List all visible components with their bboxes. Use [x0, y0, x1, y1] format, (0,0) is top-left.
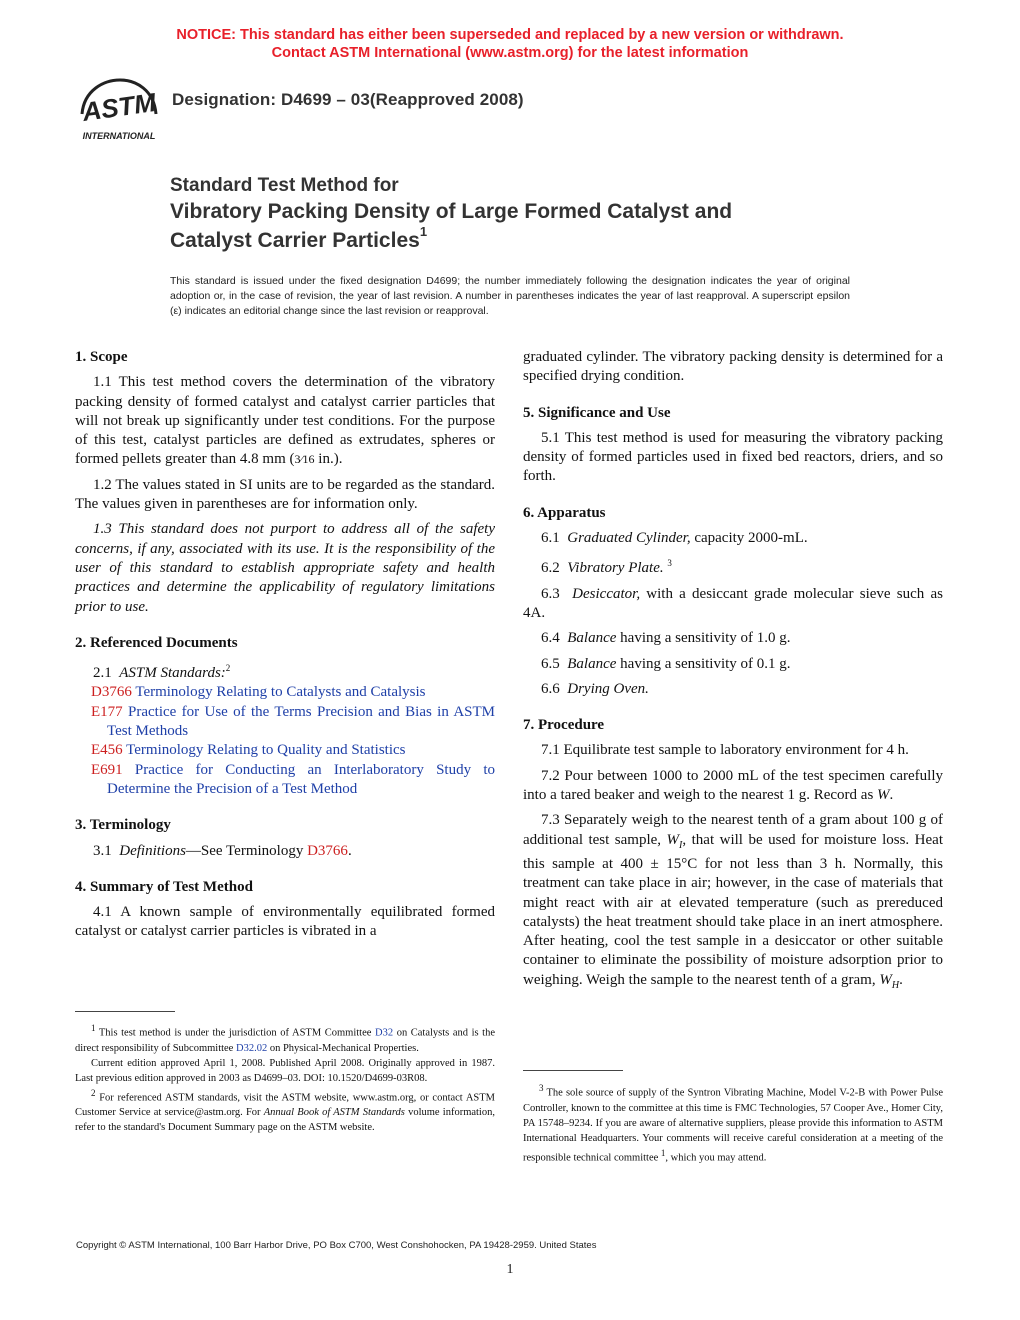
var-w: W — [877, 787, 890, 804]
page-number: 1 — [506, 1262, 514, 1277]
apparatus-item-6-5 — [523, 655, 943, 674]
footnote-1-b: on Catalysts and is the direct responsibility of Subcommittee — [75, 1027, 495, 1054]
item-text: with a desiccant grade molecular sieve such as 4A. — [523, 585, 943, 621]
ref-item-e691[interactable] — [75, 761, 495, 800]
footnote-1-a: This test method is under the jurisdiction of ASTM Committee — [98, 1027, 376, 1039]
title-line-2: Vibratory Packing Density of Large Formed Catalyst and — [170, 200, 733, 223]
para-4-1: 4.1 A known sample of environmentally equilibrated formed catalyst or catalyst carrier particles is vibrated in a — [75, 904, 495, 940]
var-wh-sub: H — [891, 979, 900, 991]
para-7-2-text: 7.2 Pour between 1000 to 2000 mL of the test specimen carefully into a tared beaker and weigh to the nearest 1 g. Record as — [523, 767, 943, 804]
ref-link-d3766[interactable]: D3766 — [307, 842, 348, 859]
issued-note: This standard is issued under the fixed designation D4699; the number immediately following the designation indicates the year of original adoption or, in the case of revision, the year of last revision. A number in parentheses indicates the year of last reapproval. A superscript epsilon (ε) indicates an editorial change since the last revision or reapproval. — [170, 275, 850, 317]
ref-title[interactable]: Practice for Use of the Terms Precision and Bias in ASTM Test Methods — [107, 703, 496, 740]
para-1-3: 1.3 This standard does not purport to address all of the safety concerns, if any, associated with its use. It is the responsibility of the user of this standard to establish appropriate safety and health practices and determine the applicability of regulatory limitations prior to use. — [75, 521, 495, 615]
ref-title[interactable]: Practice for Conducting an Interlaboratory Study to Determine the Precision of a Test Method — [107, 761, 495, 797]
item-name: Desiccator, — [572, 585, 641, 602]
astm-logo — [74, 76, 164, 142]
ref-code[interactable]: E456 — [91, 742, 123, 759]
section-1-heading: 1. Scope — [75, 349, 128, 365]
para-7-3-a: 7.3 Separately weigh to the nearest tenth of a gram about 100 g of additional test sample, — [523, 812, 943, 848]
right-column — [523, 348, 943, 995]
para-4-1-continued: graduated cylinder. The vibratory packing density is determined for a specified drying condition. — [523, 349, 943, 385]
footnote-ref-3: 3 — [667, 558, 672, 569]
para-3-1-end: . — [347, 842, 352, 859]
copyright-line: Copyright © ASTM International, 100 Barr Harbor Drive, PO Box C700, West Conshohocken, PA 19428-2959. United States — [76, 1240, 597, 1251]
item-text: having a sensitivity of 1.0 g. — [616, 630, 791, 647]
title-line-3 — [170, 224, 428, 253]
footnote-3-b: , which you may attend. — [665, 1152, 767, 1163]
para-7-1: 7.1 Equilibrate test sample to laboratory environment for 4 h. — [541, 742, 909, 759]
fraction: 3⁄16 — [294, 452, 315, 467]
footnotes-right — [523, 1081, 943, 1165]
logo-mark: ASTM — [80, 87, 158, 127]
footnote-1-mark: 1 — [91, 1023, 96, 1033]
para-3-1-term: Definitions — [119, 842, 186, 859]
ref-item-e177[interactable] — [75, 703, 495, 742]
footnote-3-ref: 1 — [660, 1147, 666, 1158]
para-1-1 — [75, 373, 495, 469]
item-name: Drying Oven. — [567, 680, 649, 697]
para-7-2-end: . — [889, 787, 894, 804]
ref-link-d32-02[interactable]: D32.02 — [235, 1042, 268, 1054]
footnote-3-a: The sole source of supply of the Syntron Vibrating Machine, Model V-2-B with Power Pulse Controller, known to the committee at this time is FMC Technologies, 57 Cooper Ave., Homer City, PA 15748–9234. If you are aware of alternative suppliers, please provide this information to ASTM International Headquarters. Your comments will receive careful consideration at a meeting of the responsible technical committee — [523, 1087, 943, 1163]
designation: Designation: D4699 – 03(Reapproved 2008) — [172, 90, 524, 109]
para-2-1-text: ASTM Standards: — [119, 665, 226, 682]
section-7-heading: 7. Procedure — [523, 717, 605, 734]
para-1-1-end: in.). — [314, 451, 343, 468]
footnote-1 — [75, 1021, 495, 1056]
para-7-3-b: , that will be used for moisture loss. Heat this sample at 400 ± 15°C for not less than 3 h. Normally, this treatment can take place in air; however, in the case of materials that might react with air at elevated temperature (such as prereduced catalysts) the heat treatment should take place in an inert atmosphere. After heating, cool the test sample in a desiccator or other suitable container to eliminate the possibility of moisture adsorption prior to weighing. Weigh the sample to the nearest tenth of a gram, — [523, 831, 943, 988]
item-name: Graduated Cylinder, — [567, 530, 691, 547]
apparatus-item-6-3 — [523, 585, 943, 624]
section-3-heading: 3. Terminology — [75, 817, 171, 834]
logo-caption: INTERNATIONAL — [82, 131, 156, 141]
notice-line-2: Contact ASTM International (www.astm.org) for the latest information — [271, 45, 749, 61]
left-column — [75, 348, 495, 942]
item-num: 6.1 — [541, 530, 560, 547]
para-1-1-text: 1.1 This test method covers the determination of the vibratory packing density of formed catalyst and catalyst carrier particles that will not break up significantly under test conditions. For the purpose of this test, catalyst particles are defined as extrudates, spheres or formed pellets greater than 4.8 mm ( — [75, 374, 495, 468]
ref-link-d32[interactable]: D32 — [375, 1027, 394, 1039]
footnote-2-mark: 2 — [91, 1087, 96, 1098]
item-num: 6.5 — [541, 655, 560, 672]
para-2-1-num: 2.1 — [93, 665, 112, 682]
section-6-heading: 6. Apparatus — [523, 504, 606, 521]
ref-code[interactable]: D3766 — [91, 684, 132, 701]
withdrawn-notice — [0, 26, 1020, 62]
item-name: Balance — [567, 655, 617, 672]
para-7-2 — [523, 767, 943, 806]
item-name: Balance — [567, 630, 617, 647]
footnote-1-c: on Physical-Mechanical Properties. — [267, 1042, 419, 1054]
footnote-ref-2: 2 — [225, 663, 231, 674]
ref-code[interactable]: E691 — [91, 761, 123, 778]
footnotes-left — [75, 1021, 495, 1135]
para-3-1 — [75, 842, 495, 861]
item-text: having a sensitivity of 0.1 g. — [616, 655, 791, 672]
ref-title[interactable]: Terminology Relating to Quality and Statistics — [126, 742, 406, 759]
item-name: Vibratory Plate. — [567, 560, 664, 577]
para-5-1: 5.1 This test method is used for measuring the vibratory packing density of formed particles used in fixed bed reactors, driers, and so forth. — [523, 429, 943, 485]
ref-item-e456[interactable] — [75, 741, 495, 760]
section-5-heading: 5. Significance and Use — [523, 404, 671, 421]
var-wi: W — [666, 831, 680, 848]
item-num: 6.3 — [541, 585, 560, 602]
ref-code[interactable]: E177 — [91, 703, 123, 720]
footnote-1-edition: Current edition approved April 1, 2008. Published April 2008. Originally approved in 1987. Last previous edition approved in 2003 as D4699–03. DOI: 10.1520/D4699-03R08. — [75, 1057, 495, 1084]
para-2-1 — [75, 659, 495, 683]
footnote-2-a: For referenced ASTM standards, visit the ASTM website, www.astm.org, or contact ASTM Customer Service at service@astm.org. For — [75, 1092, 496, 1118]
apparatus-item-6-4 — [523, 629, 943, 648]
footnote-2-b: volume information, refer to the standard's Document Summary page on the ASTM website. — [75, 1107, 495, 1133]
footnote-rule-right — [523, 1070, 623, 1071]
section-4-heading: 4. Summary of Test Method — [75, 878, 253, 895]
item-num: 6.6 — [541, 680, 560, 697]
para-7-3 — [523, 811, 943, 995]
var-wi-sub: I — [679, 839, 683, 851]
section-2-heading: 2. Referenced Documents — [75, 634, 238, 651]
para-7-3-end: . — [899, 971, 903, 988]
apparatus-item-6-1 — [523, 529, 943, 548]
apparatus-item-6-6 — [523, 680, 943, 699]
footnote-2 — [75, 1086, 495, 1136]
para-3-1-num: 3.1 — [93, 842, 112, 859]
ref-item-d3766[interactable] — [75, 683, 495, 702]
footnote-3-mark: 3 — [539, 1083, 544, 1093]
item-num: 6.2 — [541, 560, 560, 577]
notice-line-1: NOTICE: This standard has either been superseded and replaced by a new version or withdrawn. — [176, 27, 844, 43]
apparatus-item-6-2 — [523, 554, 943, 578]
ref-title[interactable]: Terminology Relating to Catalysts and Catalysis — [135, 684, 426, 701]
title-line-3-text: Catalyst Carrier Particles — [170, 229, 420, 252]
title-line-1: Standard Test Method for — [170, 175, 399, 196]
var-wh: W — [879, 971, 892, 988]
footnote-3 — [523, 1081, 943, 1165]
item-text: capacity 2000-mL. — [690, 530, 808, 547]
para-1-2: 1.2 The values stated in SI units are to be regarded as the standard. The values given in parentheses are for information only. — [75, 476, 495, 513]
footnote-2-italic: Annual Book of ASTM Standards — [263, 1107, 405, 1118]
footnote-rule-left — [75, 1011, 175, 1012]
para-3-1-text: —See Terminology — [185, 842, 308, 859]
item-num: 6.4 — [541, 630, 560, 647]
title-footnote-mark: 1 — [419, 224, 428, 239]
